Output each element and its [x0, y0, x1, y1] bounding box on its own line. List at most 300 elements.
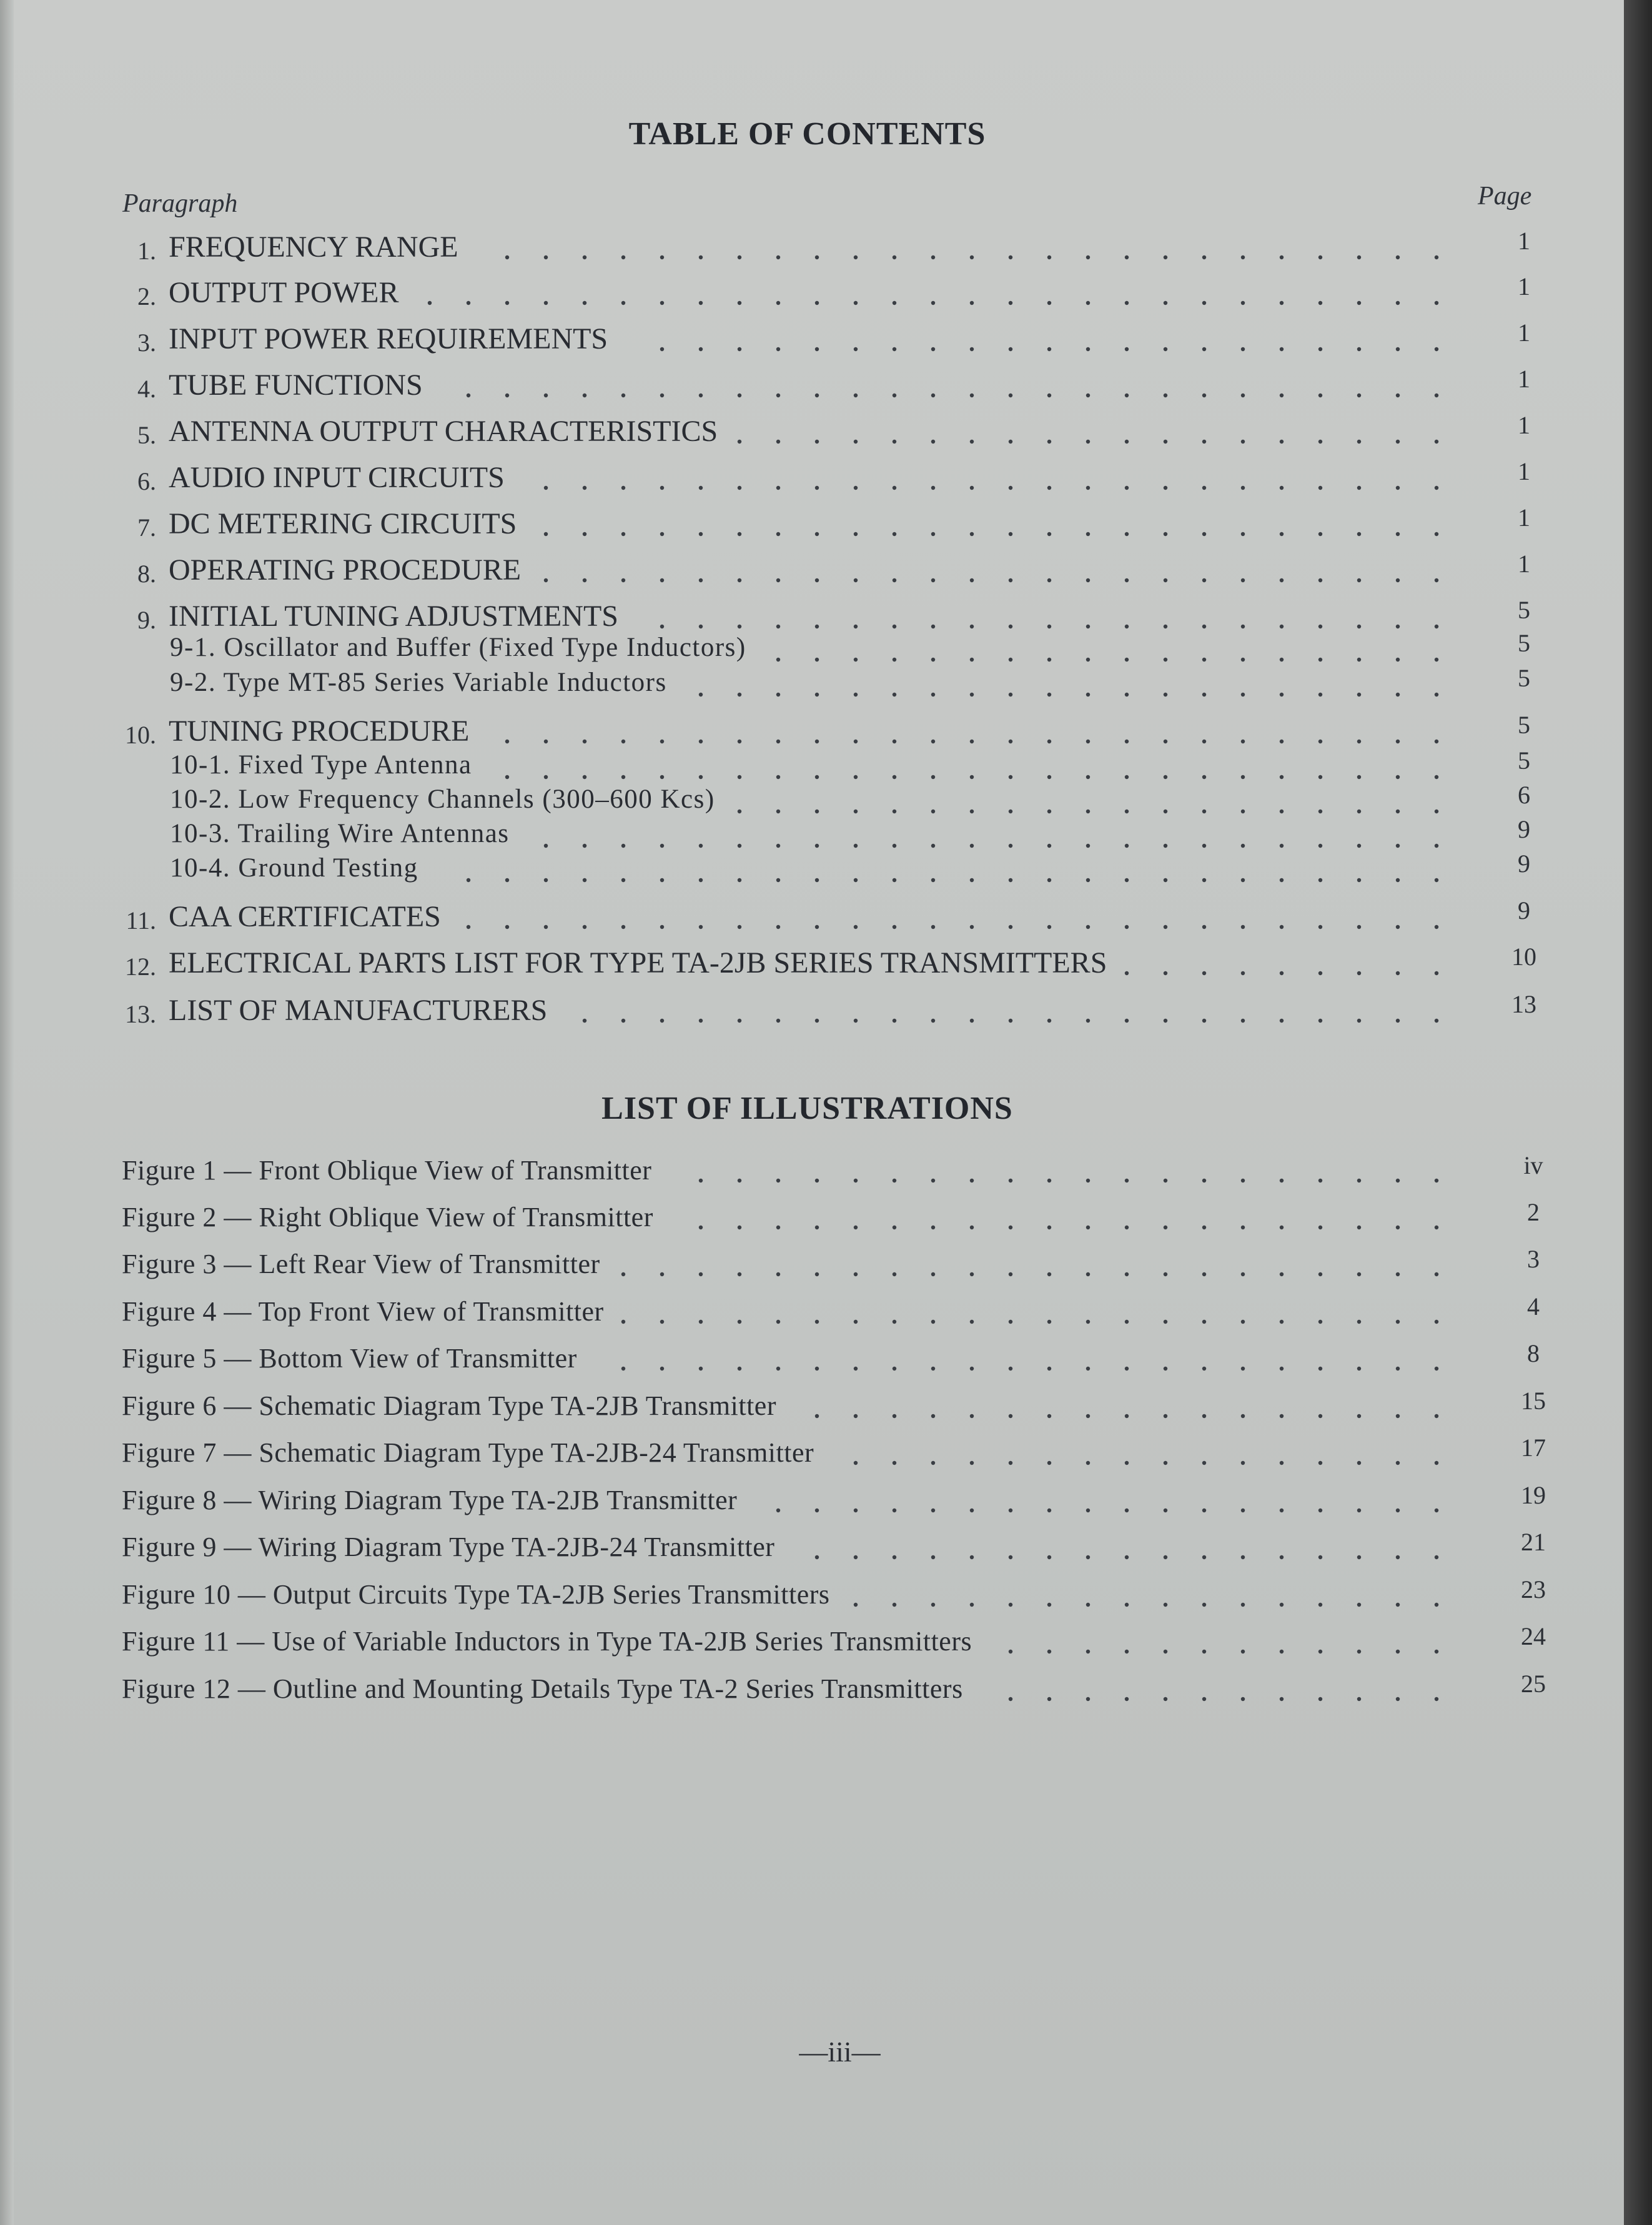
leader-dot [699, 625, 703, 628]
leader-dot [1164, 1414, 1167, 1418]
leader-dot [1318, 1555, 1322, 1559]
leader-dot [1047, 1603, 1051, 1607]
leader-dot [505, 255, 509, 259]
leader-dot [815, 658, 819, 662]
leader-dot [1125, 578, 1129, 582]
leader-dot [776, 925, 780, 929]
toc-entry-number: 11. [126, 906, 156, 934]
leader-dot [699, 878, 703, 882]
leader-dot [1125, 844, 1129, 848]
leader-dot [1125, 486, 1129, 490]
leader-dot [1396, 1650, 1400, 1653]
leader-dot [1202, 1509, 1206, 1512]
leader-dot [1318, 844, 1322, 848]
leader-dot [1318, 394, 1322, 397]
leader-dot [1009, 1019, 1012, 1023]
leader-dot [1086, 301, 1090, 305]
leader-dot [1164, 810, 1167, 813]
illustration-page-number: 25 [1521, 1670, 1546, 1698]
leader-dot [1318, 625, 1322, 628]
leader-dot [1125, 1226, 1129, 1229]
leader-dot [1280, 394, 1284, 397]
leader-dot [1047, 1555, 1051, 1559]
leader-dot [970, 693, 974, 696]
leader-dot [1047, 532, 1051, 536]
leader-dot [815, 925, 819, 929]
leader-dot [583, 925, 586, 929]
leader-dot [1357, 1019, 1361, 1023]
leader-dot [738, 775, 741, 779]
leader-dot [1164, 1272, 1167, 1276]
leader-dot [776, 693, 780, 696]
leader-dot [1435, 971, 1438, 975]
leader-dot [970, 1320, 974, 1324]
leader-dot [893, 301, 896, 305]
leader-dot [1047, 1019, 1051, 1023]
toc-entry-label: CAA CERTIFICATES [169, 900, 441, 933]
leader-dot [1435, 625, 1438, 628]
leader-dot [931, 740, 935, 743]
leader-dot [1086, 1650, 1090, 1653]
leader-dot [1047, 1320, 1051, 1324]
leader-dot [815, 1179, 819, 1182]
leader-dot [1318, 740, 1322, 743]
leader-dot [1164, 658, 1167, 662]
leader-dot [1164, 440, 1167, 444]
leader-dot [1125, 810, 1129, 813]
leader-dot [1125, 1555, 1129, 1559]
leader-dot [1241, 301, 1245, 305]
leader-dot [776, 1226, 780, 1229]
leader-dot [854, 1461, 858, 1465]
leader-dot [1086, 1603, 1090, 1607]
leader-dot [1164, 1367, 1167, 1370]
toc-title: TABLE OF CONTENTS [628, 116, 986, 152]
leader-dot [1125, 1650, 1129, 1653]
leader-dot [1435, 1461, 1438, 1465]
toc-entry-number: 12. [125, 953, 156, 981]
leader-dot [1396, 740, 1400, 743]
leader-dot [1435, 1509, 1438, 1512]
leader-dot [1396, 925, 1400, 929]
leader-dot [1435, 1367, 1438, 1370]
leader-dot [660, 532, 664, 536]
leader-dot [738, 1367, 741, 1370]
leader-dot [970, 625, 974, 628]
illustration-page-number: 15 [1521, 1387, 1546, 1415]
leader-dot [1357, 1367, 1361, 1370]
leader-dot [815, 255, 819, 259]
leader-dot [854, 810, 858, 813]
leader-dot [1280, 1179, 1284, 1182]
leader-dot [1396, 255, 1400, 259]
leader-dot [893, 1272, 896, 1276]
leader-dot [1318, 693, 1322, 696]
leader-dot [1047, 1650, 1051, 1653]
leader-dot [815, 1226, 819, 1229]
leader-dot [1009, 1272, 1012, 1276]
leader-dot [893, 347, 896, 351]
leader-dot [854, 1555, 858, 1559]
leader-dot [1164, 693, 1167, 696]
leader-dot [1280, 1697, 1284, 1701]
toc-entry-label: DC METERING CIRCUITS [169, 507, 517, 540]
leader-dot [854, 347, 858, 351]
illustration-label: Figure 7 — Schematic Diagram Type TA-2JB-24 Transmitter [122, 1437, 814, 1468]
leader-dot [1357, 1320, 1361, 1324]
leader-dot [1009, 844, 1012, 848]
leader-dot [776, 1019, 780, 1023]
leader-dot [1164, 625, 1167, 628]
leader-dot [1125, 693, 1129, 696]
illustration-entry [0, 1151, 1624, 1192]
leader-dot [1047, 1226, 1051, 1229]
toc-entry-label: TUNING PROCEDURE [169, 715, 470, 748]
leader-dot [1125, 740, 1129, 743]
leader-dot [544, 301, 548, 305]
leader-dot [1202, 1414, 1206, 1418]
leader-dot [854, 1509, 858, 1512]
leader-dot [1396, 1461, 1400, 1465]
leader-dot [660, 1367, 664, 1370]
illustration-page-number: 4 [1527, 1292, 1540, 1321]
leader-dot [776, 844, 780, 848]
leader-dot [1280, 693, 1284, 696]
toc-entry-page-number: 1 [1518, 503, 1530, 532]
leader-dot [854, 658, 858, 662]
leader-dot [1318, 1179, 1322, 1182]
leader-dot [699, 394, 703, 397]
leader-dot [660, 1320, 664, 1324]
leader-dot [1009, 440, 1012, 444]
leader-dot [1164, 1650, 1167, 1653]
leader-dot [1435, 1320, 1438, 1324]
toc-entry-page-number: 9 [1518, 896, 1530, 924]
toc-subentry [0, 815, 1624, 856]
leader-dot [1125, 1179, 1129, 1182]
leader-dot [1435, 301, 1438, 305]
leader-dot [1435, 1555, 1438, 1559]
leader-dot [1396, 440, 1400, 444]
toc-entry-number: 2. [137, 282, 156, 310]
leader-dot [1357, 347, 1361, 351]
toc-entry-label: ELECTRICAL PARTS LIST FOR TYPE TA-2JB SERIES TRANSMITTERS [169, 946, 1107, 979]
leader-dot [893, 1509, 896, 1512]
leader-dot [893, 1179, 896, 1182]
leader-dot [970, 740, 974, 743]
leader-dot [1202, 255, 1206, 259]
leader-dot [1318, 1414, 1322, 1418]
leader-dot [1009, 740, 1012, 743]
leader-dot [776, 394, 780, 397]
leader-dot [544, 532, 548, 536]
leader-dot [738, 925, 741, 929]
leader-dot [1280, 1650, 1284, 1653]
leader-dot [621, 394, 625, 397]
leader-dot [621, 532, 625, 536]
leader-dot [1357, 440, 1361, 444]
leader-dot [815, 440, 819, 444]
leader-dot [815, 1320, 819, 1324]
toc-entry-label: INPUT POWER REQUIREMENTS [169, 322, 608, 355]
illustration-label: Figure 3 — Left Rear View of Transmitter [122, 1249, 600, 1279]
leader-dot [1086, 486, 1090, 490]
leader-dot [854, 1019, 858, 1023]
leader-dot [583, 394, 586, 397]
leader-dot [1318, 1226, 1322, 1229]
leader-dot [970, 1179, 974, 1182]
leader-dot [1086, 1320, 1090, 1324]
illustration-entry [0, 1481, 1624, 1522]
leader-dot [1047, 1272, 1051, 1276]
leader-dot [1164, 255, 1167, 259]
leader-dot [931, 775, 935, 779]
toc-entry-number: 9. [137, 606, 156, 634]
leader-dot [544, 394, 548, 397]
leader-dot [815, 1019, 819, 1023]
leader-dot [738, 394, 741, 397]
illustration-page-number: 2 [1527, 1198, 1540, 1226]
leader-dot [1357, 486, 1361, 490]
leader-dot [1435, 347, 1438, 351]
leader-dot [1357, 1414, 1361, 1418]
illustration-label: Figure 9 — Wiring Diagram Type TA-2JB-24 Transmitter [122, 1532, 775, 1562]
leader-dot [1047, 486, 1051, 490]
toc-entry-page-number: 1 [1518, 365, 1530, 393]
leader-dot [1009, 486, 1012, 490]
leader-dot [1435, 1603, 1438, 1607]
leader-dot [660, 925, 664, 929]
leader-dot [1202, 347, 1206, 351]
leader-dot [1280, 844, 1284, 848]
leader-dot [1202, 440, 1206, 444]
leader-dot [1202, 486, 1206, 490]
leader-dot [854, 925, 858, 929]
toc-subentry [0, 781, 1624, 821]
leader-dot [893, 625, 896, 628]
illustration-page-number: 8 [1527, 1339, 1540, 1367]
toc-entry-label: OUTPUT POWER [169, 276, 399, 309]
leader-dot [1357, 1179, 1361, 1182]
leader-dot [1241, 532, 1245, 536]
leader-dot [893, 532, 896, 536]
leader-dot [893, 255, 896, 259]
leader-dot [1047, 1179, 1051, 1182]
leader-dot [1357, 1461, 1361, 1465]
leader-dot [776, 775, 780, 779]
leader-dot [1241, 1272, 1245, 1276]
leader-dot [583, 301, 586, 305]
leader-dot [854, 844, 858, 848]
illustration-label: Figure 12 — Outline and Mounting Details Type TA-2 Series Transmitters [122, 1673, 963, 1704]
leader-dot [1086, 440, 1090, 444]
leader-dot [1125, 394, 1129, 397]
leader-dot [1164, 532, 1167, 536]
leader-dot [660, 301, 664, 305]
leader-dot [1396, 486, 1400, 490]
leader-dot [1396, 1555, 1400, 1559]
leader-dot [1047, 347, 1051, 351]
leader-dot [505, 925, 509, 929]
leader-dot [738, 1019, 741, 1023]
leader-dot [621, 1272, 625, 1276]
leader-dot [931, 925, 935, 929]
leader-dot [1357, 625, 1361, 628]
leader-dot [1280, 1272, 1284, 1276]
leader-dot [1241, 1367, 1245, 1370]
illustration-label: Figure 8 — Wiring Diagram Type TA-2JB Transmitter [122, 1485, 738, 1515]
leader-dot [893, 1019, 896, 1023]
leader-dot [970, 775, 974, 779]
leader-dot [931, 1461, 935, 1465]
leader-dot [738, 740, 741, 743]
toc-entry-page-number: 9 [1518, 850, 1530, 878]
leader-dot [854, 1367, 858, 1370]
toc-entry-label: FREQUENCY RANGE [169, 230, 458, 264]
leader-dot [1435, 1226, 1438, 1229]
leader-dot [660, 625, 664, 628]
leader-dot [1318, 658, 1322, 662]
toc-entry [0, 896, 1624, 937]
leader-dot [970, 301, 974, 305]
leader-dot [776, 301, 780, 305]
toc-entry-number: 8. [137, 560, 156, 588]
leader-dot [893, 578, 896, 582]
leader-dot [1047, 693, 1051, 696]
leader-dot [931, 810, 935, 813]
leader-dot [1318, 1603, 1322, 1607]
leader-dot [1009, 658, 1012, 662]
leader-dot [1435, 394, 1438, 397]
leader-dot [854, 1414, 858, 1418]
leader-dot [1357, 971, 1361, 975]
leader-dot [1357, 810, 1361, 813]
leader-dot [1318, 775, 1322, 779]
leader-dot [776, 810, 780, 813]
toc-entry-label: TUBE FUNCTIONS [169, 369, 423, 402]
leader-dot [1125, 625, 1129, 628]
leader-dot [1357, 775, 1361, 779]
leader-dot [621, 740, 625, 743]
leader-dot [1202, 878, 1206, 882]
leader-dot [970, 255, 974, 259]
leader-dot [738, 810, 741, 813]
leader-dot [970, 1555, 974, 1559]
leader-dot [1435, 532, 1438, 536]
leader-dot [970, 1226, 974, 1229]
leader-dot [1241, 486, 1245, 490]
leader-dot [970, 810, 974, 813]
leader-dot [931, 440, 935, 444]
leader-dot [660, 1272, 664, 1276]
leader-dot [1435, 1019, 1438, 1023]
leader-dot [621, 775, 625, 779]
illustration-page-number: 23 [1521, 1575, 1546, 1603]
leader-dot [893, 1603, 896, 1607]
leader-dot [1357, 844, 1361, 848]
leader-dot [931, 347, 935, 351]
leader-dot [1202, 775, 1206, 779]
leader-dot [893, 775, 896, 779]
leader-dot [738, 532, 741, 536]
leader-dot [1086, 1179, 1090, 1182]
leader-dot [815, 844, 819, 848]
leader-dot [893, 1226, 896, 1229]
leader-dot [970, 440, 974, 444]
toc-entry-label: 10-2. Low Frequency Channels (300–600 Kcs) [170, 785, 715, 814]
leader-dot [1280, 578, 1284, 582]
leader-dot [815, 1555, 819, 1559]
toc-subentry [0, 746, 1624, 787]
leader-dot [1241, 1509, 1245, 1512]
leader-dot [1357, 1226, 1361, 1229]
leader-dot [1164, 1461, 1167, 1465]
leader-dot [738, 1272, 741, 1276]
leader-dot [1280, 440, 1284, 444]
leader-dot [1241, 255, 1245, 259]
illustrations-title: LIST OF ILLUSTRATIONS [601, 1091, 1013, 1126]
leader-dot [544, 255, 548, 259]
leader-dot [1202, 1697, 1206, 1701]
leader-dot [931, 1603, 935, 1607]
illustration-label: Figure 2 — Right Oblique View of Transmitter [122, 1202, 653, 1232]
toc-entry-number: 13. [125, 1000, 156, 1028]
leader-dot [854, 625, 858, 628]
leader-dot [1086, 1367, 1090, 1370]
toc-entry-number: 6. [137, 467, 156, 495]
leader-dot [621, 578, 625, 582]
leader-dot [1086, 532, 1090, 536]
leader-dot [815, 878, 819, 882]
leader-dot [1086, 1226, 1090, 1229]
leader-dot [467, 301, 470, 305]
toc-entry-page-number: 5 [1518, 746, 1530, 775]
leader-dot [738, 1226, 741, 1229]
leader-dot [893, 1461, 896, 1465]
leader-dot [505, 775, 509, 779]
leader-dot [815, 775, 819, 779]
leader-dot [1047, 740, 1051, 743]
leader-dot [699, 740, 703, 743]
illustration-entry [0, 1622, 1624, 1663]
leader-dot [1047, 844, 1051, 848]
leader-dot [544, 740, 548, 743]
toc-entry-page-number: 1 [1518, 227, 1530, 255]
illustration-page-number: 19 [1521, 1481, 1546, 1509]
leader-dot [1164, 1603, 1167, 1607]
leader-dot [1435, 810, 1438, 813]
leader-dot [893, 844, 896, 848]
leader-dot [1009, 775, 1012, 779]
leader-dot [1047, 394, 1051, 397]
leader-dot [1164, 1179, 1167, 1182]
leader-dot [1164, 740, 1167, 743]
toc-entry-page-number: 13 [1511, 990, 1536, 1018]
toc-entry [0, 943, 1624, 983]
leader-dot [660, 347, 664, 351]
toc-entry-number: 3. [137, 329, 156, 357]
leader-dot [1125, 440, 1129, 444]
leader-dot [893, 486, 896, 490]
toc-entry-label: 10-3. Trailing Wire Antennas [170, 819, 510, 848]
leader-dot [699, 1226, 703, 1229]
leader-dot [776, 878, 780, 882]
leader-dot [1357, 301, 1361, 305]
leader-dot [931, 625, 935, 628]
leader-dot [1125, 1272, 1129, 1276]
leader-dot [1396, 1179, 1400, 1182]
leader-dot [1164, 1019, 1167, 1023]
